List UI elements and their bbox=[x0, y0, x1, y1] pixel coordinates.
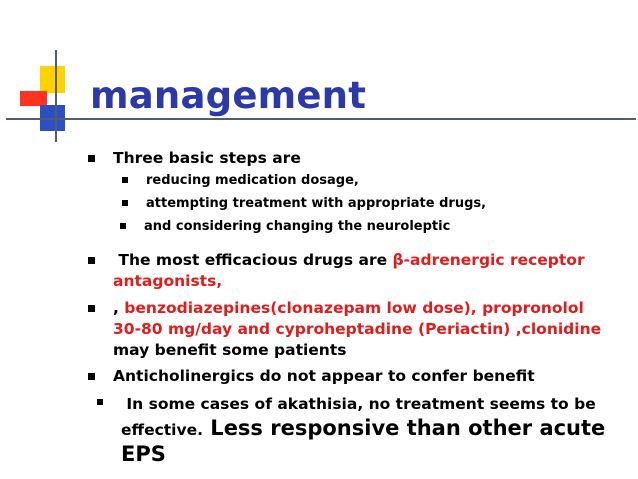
highlight-beta-blockers: β-adrenergic receptor bbox=[392, 251, 585, 269]
bullet-benefit-text: may benefit some patients bbox=[113, 341, 347, 359]
effective-text: effective. bbox=[121, 421, 203, 439]
sub-bullet-akathisia bbox=[121, 392, 638, 468]
bullet-other-drugs bbox=[113, 298, 601, 361]
bullet-text: Three basic steps are bbox=[113, 149, 301, 167]
decor-yellow-square bbox=[40, 66, 65, 93]
sub-bullet-text: reducing medication dosage, bbox=[146, 173, 359, 188]
sub-bullet-text: In some cases of akathisia, no treatment seems to be bbox=[126, 395, 596, 413]
sub-bullet-text: attempting treatment with appropriate drugs, bbox=[146, 196, 487, 211]
bullet-text: The most efficacious drugs are bbox=[118, 251, 393, 269]
sub-bullet-line-2 bbox=[121, 416, 638, 468]
highlight-cyproheptadine: 30-80 mg/day and cyproheptadine (Periactin) ,clonidine bbox=[113, 320, 602, 338]
sub-bullet-text: and considering changing the neuroleptic bbox=[144, 219, 451, 234]
emphasis-text: Less responsive than other acute EPS bbox=[121, 416, 606, 466]
sub-bullet-reduce-dosage bbox=[146, 170, 359, 191]
slide-title: management bbox=[90, 74, 367, 117]
decor-vertical-line bbox=[55, 50, 57, 142]
bullet-anticholinergics bbox=[113, 366, 535, 387]
bullet-line-1 bbox=[113, 250, 585, 271]
bullet-prefix: , bbox=[113, 299, 125, 317]
bullet-line-1 bbox=[113, 298, 601, 319]
bullet-text: Anticholinergics do not appear to confer benefit bbox=[113, 367, 535, 385]
bullet-steps bbox=[113, 148, 301, 169]
decor-red-square bbox=[20, 91, 47, 106]
sub-bullet-line-1 bbox=[121, 392, 638, 416]
sub-bullet-attempt-treatment bbox=[146, 193, 486, 214]
sub-bullet-consider-neuroleptic bbox=[144, 216, 450, 237]
highlight-benzodiazepines: benzodiazepines(clonazepam low dose), propronolol bbox=[124, 299, 584, 317]
bullet-efficacious-drugs bbox=[113, 250, 585, 292]
title-underline bbox=[6, 118, 636, 120]
highlight-antagonists: antagonists, bbox=[113, 272, 223, 290]
